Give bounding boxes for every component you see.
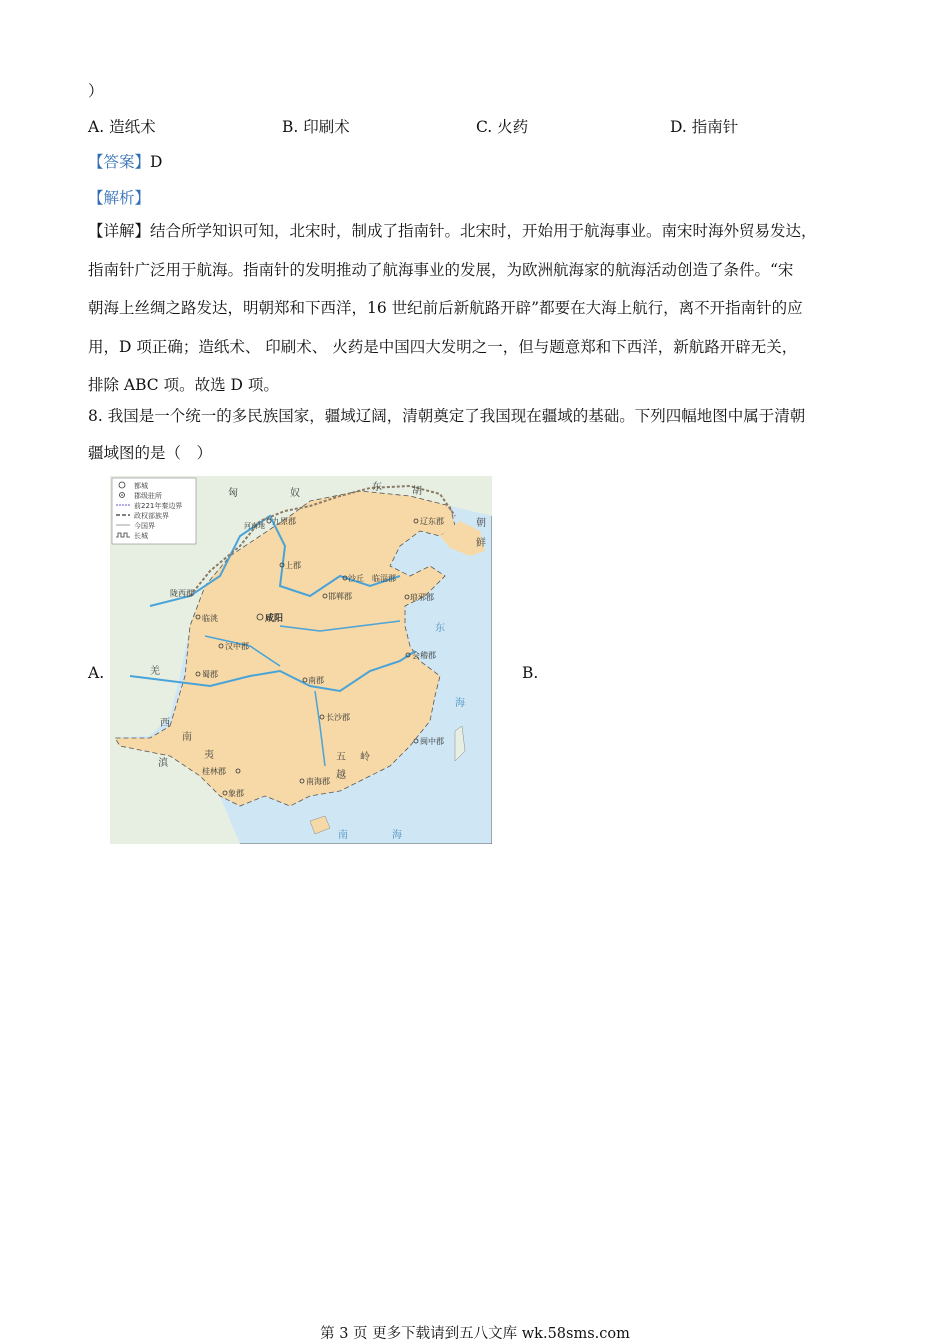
- legend-prefecture: 郡级驻所: [134, 492, 162, 500]
- sea-nan: 南: [338, 830, 348, 841]
- sea-hai: 海: [455, 698, 465, 709]
- place-linzi: 临淄郡: [372, 574, 396, 583]
- place-hanzhong: 汉中郡: [225, 642, 249, 651]
- region-xiong: 匈: [228, 488, 238, 499]
- map-legend: [112, 478, 196, 544]
- option-b-label[interactable]: B.: [522, 664, 539, 682]
- region-nan: 南: [182, 732, 192, 743]
- place-handan: 邯郸郡: [328, 592, 352, 601]
- legend-qin-border: 前221年秦边界: [134, 502, 183, 510]
- place-jiuyuan: 九原郡: [272, 517, 296, 526]
- option-b-previous: B. 印刷术: [282, 118, 350, 136]
- question-8-stem: [88, 398, 888, 472]
- place-langya: 琅邪郡: [410, 593, 434, 602]
- answer-value: D: [150, 153, 163, 171]
- detail-line-2: 指南针广泛用于航海。指南针的发明推动了航海事业的发展，为欧洲航海家的航海活动创造了条件。“宋: [88, 260, 794, 279]
- legend-tribal-border: 政权部族界: [134, 512, 169, 520]
- place-henandi: 河南地: [244, 522, 265, 530]
- place-nanhai: 南海郡: [306, 777, 330, 786]
- option-d-previous: D. 指南针: [670, 118, 739, 136]
- region-dong: 东: [372, 482, 382, 493]
- legend-modern-border: 今国界: [134, 522, 155, 530]
- answer-tag: 【答案】: [88, 153, 151, 171]
- sea-dong: 东: [435, 623, 445, 634]
- region-xian: 鲜: [476, 538, 486, 549]
- place-shujun: 蜀郡: [202, 670, 218, 679]
- option-a-previous: A. 造纸术: [88, 118, 156, 136]
- sea-hai-south: 海: [392, 830, 402, 841]
- answer-line: [88, 152, 162, 172]
- place-changsha: 长沙郡: [326, 713, 350, 722]
- detail-paragraph: [88, 212, 878, 405]
- question-8-line-1: 8. 我国是一个统一的多民族国家，疆域辽阔，清朝奠定了我国现在疆域的基础。下列四幅地图中属于清朝: [88, 407, 806, 425]
- region-yi: 夷: [204, 750, 214, 761]
- detail-line-4: 用，D 项正确；造纸术、 印刷术、 火药是中国四大发明之一，但与题意郑和下西洋，新航路开辟无关，: [88, 337, 798, 356]
- previous-question-tail: ）: [88, 82, 104, 100]
- detail-line-5: 排除 ABC 项。故选 D 项。: [88, 376, 279, 395]
- region-xi: 西: [160, 718, 170, 729]
- place-xiangjun: 象郡: [228, 789, 244, 798]
- region-wu: 五: [336, 752, 346, 763]
- place-nanjun: 南郡: [308, 676, 324, 685]
- place-xianyang: 咸阳: [265, 614, 284, 624]
- region-ling: 岭: [360, 752, 370, 763]
- analysis-tag: 【解析】: [88, 189, 151, 207]
- detail-line-1: 【详解】结合所学知识可知，北宋时，制成了指南针。北宋时，开始用于航海事业。南宋时海外贸易发达，: [88, 222, 817, 240]
- place-lintao: 临洮: [202, 614, 218, 623]
- qin-dynasty-map: [110, 476, 492, 844]
- region-chao: 朝: [476, 518, 486, 529]
- region-dian: 滇: [158, 758, 168, 769]
- region-hu: 胡: [412, 486, 422, 497]
- place-kuaiji: 会稽郡: [412, 651, 436, 660]
- region-nu: 奴: [290, 488, 300, 499]
- place-guilin: 桂林郡: [202, 767, 226, 776]
- place-shaqiu: 沙丘: [348, 574, 364, 583]
- region-yue: 越: [336, 770, 346, 781]
- region-qiang: 羌: [150, 666, 160, 677]
- detail-line-3: 朝海上丝绸之路发达，明朝郑和下西洋，16 世纪前后新航路开辟”都要在大海上航行，离不开指南针的应: [88, 299, 803, 318]
- legend-capital: 都城: [134, 482, 148, 490]
- detail-tag: 【详解】: [88, 222, 151, 240]
- place-minzhong: 闽中郡: [420, 737, 444, 746]
- question-8-line-2: 疆域图的是（ ）: [88, 444, 213, 462]
- place-liaodong: 辽东郡: [420, 517, 444, 526]
- place-longxi: 陇西郡: [170, 589, 194, 598]
- option-c-previous: C. 火药: [476, 118, 529, 136]
- option-a-label[interactable]: A.: [88, 664, 105, 682]
- page-footer: 第 3 页 更多下载请到五八文库 wk.58sms.com: [320, 1326, 630, 1342]
- place-shangjun: 上郡: [285, 561, 301, 570]
- legend-great-wall: 长城: [134, 532, 148, 540]
